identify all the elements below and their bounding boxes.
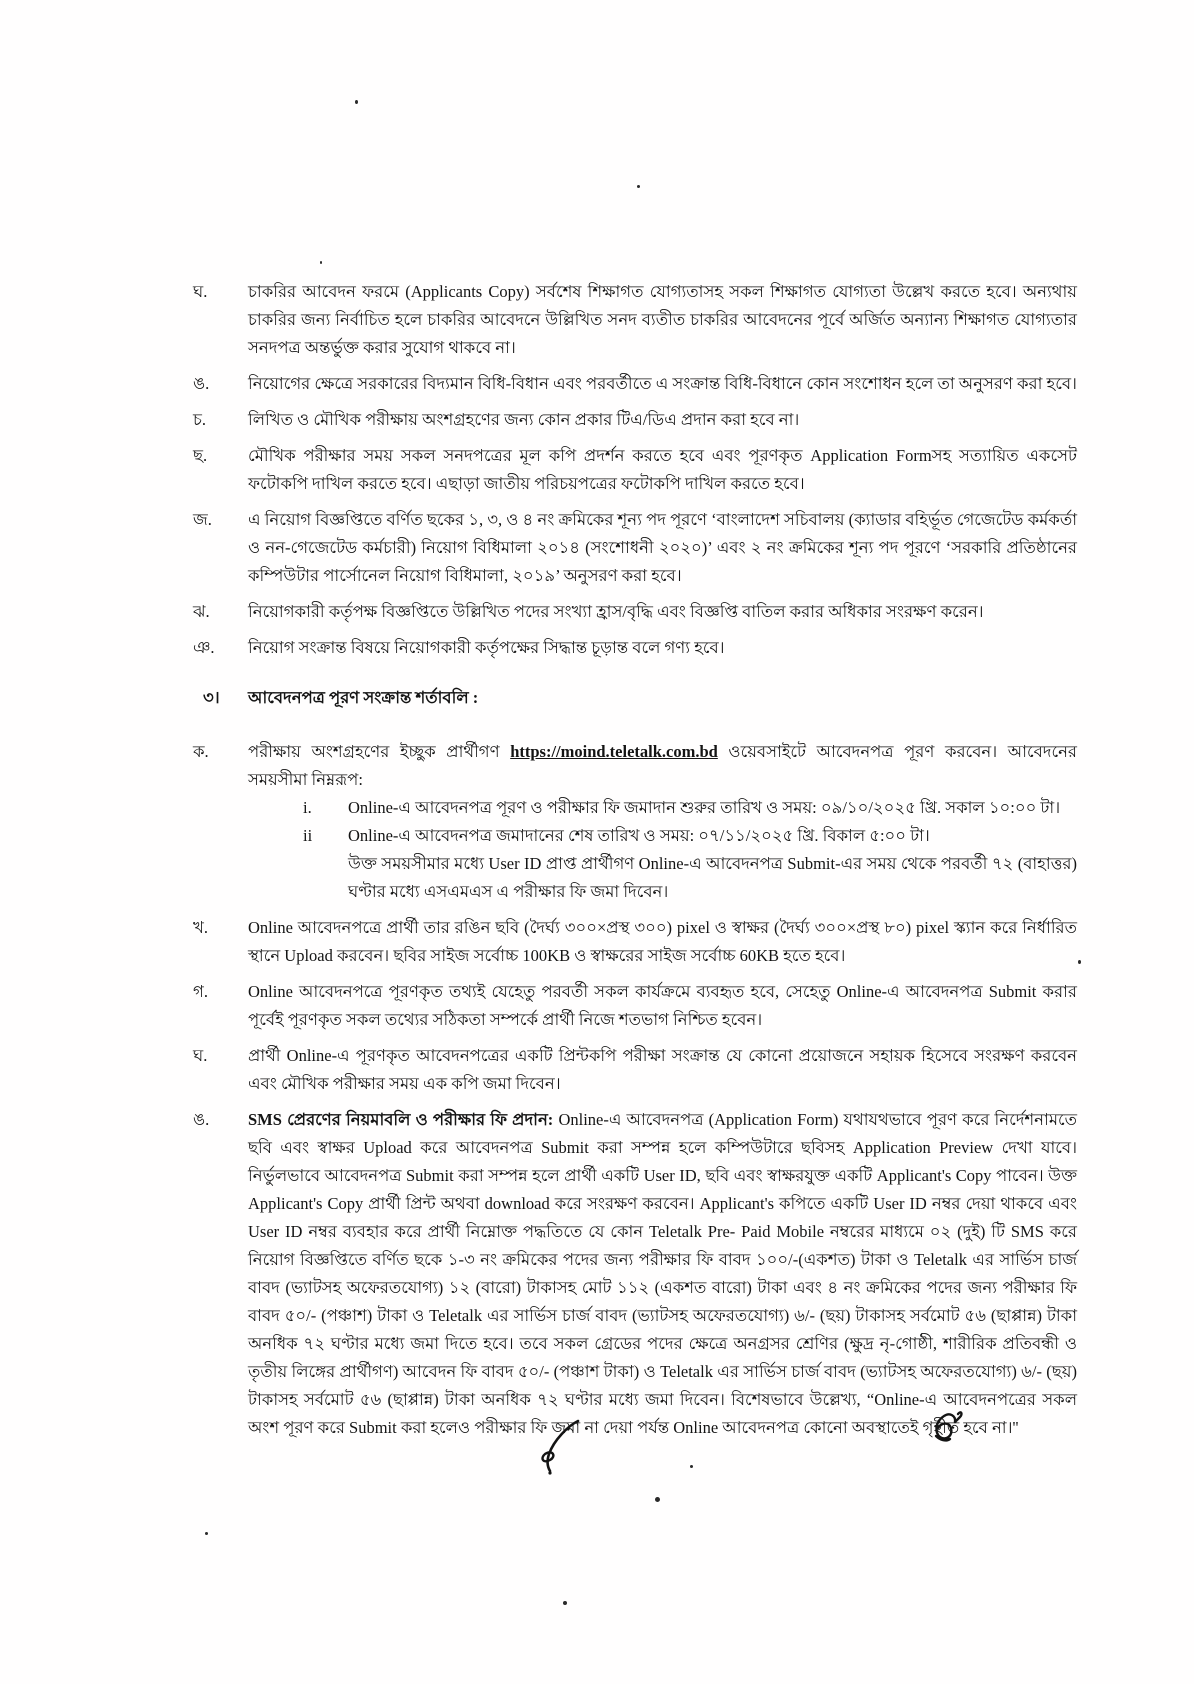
sms-rules-text: Online-এ আবেদনপত্র (Application Form) যথাযথভাবে পূরণ করে নির্দেশনামতে ছবি এবং স্বাক্ষর Upload করে আবেদনপত্র Submit করা সম্পন্ন হলে কম্পিউটারে ছবিসহ Application Preview দেখা যাবে। নির্ভুলভাবে আবেদনপত্র Submit করা সম্পন্ন হলে প্রার্থী একটি User ID, ছবি এবং স্বাক্ষরযুক্ত একটি Applicant's Copy পাবেন। উক্ত Applicant's Copy প্রার্থী প্রিন্ট অথবা download করে সংরক্ষণ করবেন। Applicant's কপিতে একটি User ID নম্বর দেয়া থাকবে এবং User ID নম্বর ব্যবহার করে প্রার্থী নিম্নোক্ত পদ্ধতিতে যে কোন Teletalk Pre- Paid Mobile নম্বরের মাধ্যমে ০২ (দুই) টি SMS করে নিয়োগ বিজ্ঞপ্তিতে বর্ণিত ছকে ১-৩ নং ক্রমিকের পদের জন্য পরীক্ষার ফি বাবদ ১০০/-(একশত) টাকা ও Teletalk এর সার্ভিস চার্জ বাবদ (ভ্যাটসহ অফেরতযোগ্য) ১২ (বারো) টাকাসহ মোট ১১২ (একশত বারো) টাকা এবং ৪ নং ক্রমিকের পদের জন্য পরীক্ষার ফি বাবদ ৫০/- (পঞ্চাশ) টাকা ও Teletalk এর সার্ভিস চার্জ বাবদ (ভ্যাটসহ অফেরতযোগ্য) ৬/- (ছয়) টাকাসহ সর্বমোট ৫৬ (ছাপ্পান্ন) টাকা অনধিক ৭২ ঘণ্টার মধ্যে জমা দিতে হবে। তবে সকল গ্রেডের পদের ক্ষেত্রে অনগ্রসর শ্রেণির (ক্ষুদ্র নৃ-গোষ্ঠী, শারীরিক প্রতিবন্ধী ও তৃতীয় লিঙ্গের প্রার্থীগণ) আবেদন ফি বাবদ ৫০/- (পঞ্চাশ টাকা) ও Teletalk এর সার্ভিস চার্জ বাবদ (ভ্যাটসহ অফেরতযোগ্য) ৬/- (ছয়) টাকাসহ সর্বমোট ৫৬ (ছাপ্পান্ন) টাকা অনধিক ৭২ ঘণ্টার মধ্যে জমা দিবেন। বিশেষভাবে উল্লেখ্য, “Online-এ আবেদনপত্রের সকল অংশ পূরণ করে Submit করা হলেও পরীক্ষার ফি জমা না দেয়া পর্যন্ত Online আবেদনপত্র কোনো অবস্থাতেই গৃহীত হবে না।'' — [248, 1110, 1077, 1437]
item-body — [248, 738, 1077, 906]
term-item-ja — [193, 506, 1077, 590]
item-text: Online আবেদনপত্রে পূরণকৃত তথ্যই যেহেতু পরবর্তী সকল কার্যক্রমে ব্যবহৃত হবে, সেহেতু Online-এ আবেদনপত্র Submit করার পূর্বেই পূরণকৃত সকল তথ্যের সঠিকতা সম্পর্কে প্রার্থী নিজে শতভাগ নিশ্চিত হবেন। — [248, 982, 1077, 1029]
item-label: চ. — [193, 410, 207, 429]
section-number: ৩। — [203, 688, 220, 707]
item-text: এ নিয়োগ বিজ্ঞপ্তিতে বর্ণিত ছকের ১, ৩, ও ৪ নং ক্রমিকের শূন্য পদ পূরণে ‘বাংলাদেশ সচিবালয় (ক্যাডার বহির্ভূত গেজেটেড কর্মকর্তা ও নন-গেজেটেড কর্মচারী) নিয়োগ বিধিমালা ২০১৪ (সংশোধনী ২০২০)’ এবং ২ নং ক্রমিকের শূন্য পদ পূরণে ‘সরকারি প্রতিষ্ঠানের কম্পিউটার পার্সোনেল নিয়োগ বিধিমালা, ২০১৯’ অনুসরণ করা হবে। — [248, 510, 1077, 585]
page-content — [193, 278, 1077, 1450]
term-item-ga — [193, 978, 1077, 1034]
item-text: প্রার্থী Online-এ পূরণকৃত আবেদনপত্রের একটি প্রিন্টকপি পরীক্ষা সংক্রান্ত যে কোনো প্রয়োজনে সহায়ক হিসেবে সংরক্ষণ করবেন এবং মৌখিক পরীক্ষার সময় এক কপি জমা দিবেন। — [248, 1046, 1077, 1093]
item-label: ক. — [193, 742, 209, 761]
pen-mark-icon — [538, 1418, 582, 1478]
section-title: আবেদনপত্র পূরণ সংক্রান্ত শর্তাবলি : — [248, 688, 479, 707]
term-item-cha — [193, 442, 1077, 498]
sms-rules-lead: SMS প্রেরণের নিয়মাবলি ও পরীক্ষার ফি প্রদান: — [248, 1110, 554, 1129]
item-text-lead: পরীক্ষায় অংশগ্রহণের ইচ্ছুক প্রার্থীগণ — [248, 742, 511, 761]
sub-item-number: ii — [303, 826, 313, 845]
term-item-kha — [193, 914, 1077, 970]
sub-item-text: Online-এ আবেদনপত্র পূরণ ও পরীক্ষার ফি জমাদান শুরুর তারিখ ও সময়: ০৯/১০/২০২৫ খ্রি. সকাল ১০:০০ টা। — [348, 798, 1061, 817]
item-label: ঘ. — [193, 1046, 208, 1065]
pen-mark-initial-icon — [922, 1408, 964, 1450]
item-text: মৌখিক পরীক্ষার সময় সকল সনদপত্রের মূল কপি প্রদর্শন করতে হবে এবং পূরণকৃত Application Formসহ সত্যায়িত একসেট ফটোকপি দাখিল করতে হবে। এছাড়া জাতীয় পরিচয়পত্রের ফটোকপি দাখিল করতে হবে। — [248, 446, 1077, 493]
item-text — [248, 738, 1077, 794]
scan-speck — [1078, 960, 1081, 964]
term-item-gha2 — [193, 1042, 1077, 1098]
term-item-nya — [193, 634, 1077, 662]
application-website-link[interactable]: https://moind.teletalk.com.bd — [510, 742, 718, 761]
sub-item-text: Online-এ আবেদনপত্র জমাদানের শেষ তারিখ ও সময়: ০৭/১১/২০২৫ খ্রি. বিকাল ৫:০০ টা। — [348, 826, 930, 845]
term-item-sms — [193, 1106, 1077, 1442]
item-label: ঘ. — [193, 282, 208, 301]
item-label: খ. — [193, 918, 208, 937]
item-text-tail: ওয়েবসাইটে আবেদনপত্র পূরণ করবেন। আবেদনের সময়সীমা নিম্নরূপ: — [248, 742, 1078, 789]
application-terms-list — [193, 738, 1077, 1442]
item-label: গ. — [193, 982, 208, 1001]
section-heading — [203, 684, 1077, 712]
item-label: জ. — [193, 510, 212, 529]
item-text: নিয়োগ সংক্রান্ত বিষয়ে নিয়োগকারী কর্তৃপক্ষের সিদ্ধান্ত চূড়ান্ত বলে গণ্য হবে। — [248, 638, 725, 657]
item-label: ঝ. — [193, 602, 210, 621]
scan-speck — [690, 1465, 693, 1468]
term-item-ka — [193, 738, 1077, 906]
scan-speck — [655, 1497, 660, 1502]
term-item-gha — [193, 278, 1077, 362]
item-text: Online আবেদনপত্রে প্রার্থী তার রঙিন ছবি (দৈর্ঘ্য ৩০০×প্রস্থ ৩০০) pixel ও স্বাক্ষর (দৈর্ঘ্য ৩০০×প্রস্থ ৮০) pixel স্ক্যান করে নির্ধারিত স্থানে Upload করবেন। ছবির সাইজ সর্বোচ্চ 100KB ও স্বাক্ষরের সাইজ সর্বোচ্চ 60KB হতে হবে। — [248, 918, 1077, 965]
item-label: ঞ. — [193, 638, 215, 657]
item-label: ঙ. — [193, 374, 210, 393]
item-text: চাকরির আবেদন ফরমে (Applicants Copy) সর্বশেষ শিক্ষাগত যোগ্যতাসহ সকল শিক্ষাগত যোগ্যতা উল্লেখ করতে হবে। অন্যথায় চাকরির জন্য নির্বাচিত হলে চাকরির আবেদনে উল্লিখিত সনদ ব্যতীত চাকরির আবেদনের পূর্বে অর্জিত অন্যান্য শিক্ষাগত যোগ্যতার সনদপত্র অন্তর্ভুক্ত করার সুযোগ থাকবে না। — [248, 282, 1077, 357]
scan-speck — [320, 261, 322, 264]
item-text: নিয়োগের ক্ষেত্রে সরকারের বিদ্যমান বিধি-বিধান এবং পরবর্তীতে এ সংক্রান্ত বিধি-বিধানে কোন সংশোধন হলে তা অনুসরণ করা হবে। — [248, 374, 1077, 393]
term-item-jha — [193, 598, 1077, 626]
general-terms-list — [193, 278, 1077, 662]
item-label: ঙ. — [193, 1110, 210, 1129]
scan-speck — [205, 1532, 208, 1535]
sub-item-number: i. — [303, 798, 312, 817]
item-text: লিখিত ও মৌখিক পরীক্ষায় অংশগ্রহণের জন্য কোন প্রকার টিএ/ডিএ প্রদান করা হবে না। — [248, 410, 800, 429]
sub-item-i — [303, 794, 1077, 822]
sub-item-ii — [303, 822, 1077, 850]
item-text — [248, 1106, 1077, 1442]
scan-speck — [637, 185, 640, 188]
item-label: ছ. — [193, 446, 208, 465]
term-item-ca — [193, 406, 1077, 434]
scan-speck — [563, 1601, 567, 1605]
deadline-note-text: উক্ত সময়সীমার মধ্যে User ID প্রাপ্ত প্রার্থীগণ Online-এ আবেদনপত্র Submit-এর সময় থেকে পরবর্তী ৭২ (বাহাত্তর) ঘণ্টার মধ্যে এসএমএস এ পরীক্ষার ফি জমা দিবেন। — [348, 854, 1077, 901]
item-text: নিয়োগকারী কর্তৃপক্ষ বিজ্ঞপ্তিতে উল্লিখিত পদের সংখ্যা হ্রাস/বৃদ্ধি এবং বিজ্ঞপ্তি বাতিল করার অধিকার সংরক্ষণ করেন। — [248, 602, 984, 621]
term-item-uma — [193, 370, 1077, 398]
scan-speck — [355, 100, 358, 104]
